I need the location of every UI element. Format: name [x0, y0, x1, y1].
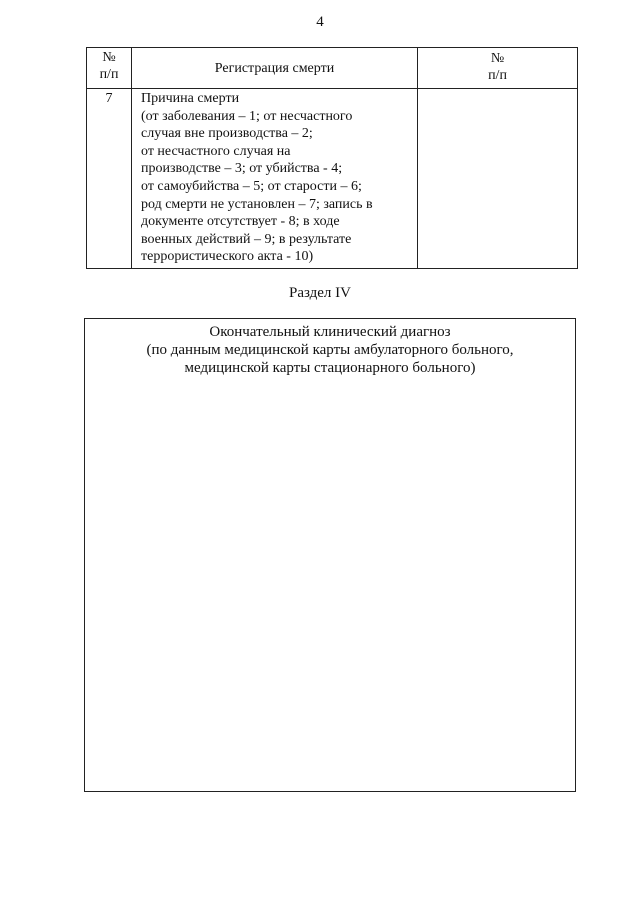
header-right-number-abbrev: п/п	[488, 68, 507, 83]
cause-of-death-line: военных действий – 9; в результате	[141, 231, 352, 247]
header-number-cell	[87, 48, 132, 89]
cause-of-death-line: случая вне производства – 2;	[141, 126, 313, 142]
cause-of-death-line: род смерти не установлен – 7; запись в	[141, 196, 373, 212]
diagnosis-subtitle-line: (по данным медицинской карты амбулаторного больного,	[146, 342, 514, 358]
header-number-symbol: №	[102, 50, 116, 65]
cause-of-death-line: Причина смерти	[141, 91, 240, 106]
cause-of-death-cell	[132, 89, 418, 269]
section-title: Раздел IV	[288, 285, 351, 301]
final-diagnosis-box[interactable]	[84, 318, 576, 792]
table-header-row	[87, 48, 578, 89]
cause-of-death-line: документе отсутствует - 8; в ходе	[141, 214, 340, 230]
header-title: Регистрация смерти	[214, 60, 335, 76]
page-number: 4	[316, 14, 324, 30]
diagnosis-title: Окончательный клинический диагноз	[209, 324, 451, 340]
cause-of-death-line: от несчастного случая на	[141, 143, 291, 159]
header-right-number-cell	[418, 48, 578, 89]
cause-of-death-code-cell[interactable]	[418, 89, 578, 269]
header-number-abbrev: п/п	[99, 67, 119, 82]
table-row	[87, 89, 578, 269]
row-number-cell: 7	[87, 89, 132, 269]
death-registration-table	[86, 47, 578, 269]
cause-of-death-line: от самоубийства – 5; от старости – 6;	[141, 178, 362, 194]
header-title-cell	[132, 48, 418, 89]
header-right-number-symbol: №	[490, 51, 505, 66]
cause-of-death-line: производстве – 3; от убийства - 4;	[141, 161, 343, 177]
cause-of-death-line: (от заболевания – 1; от несчастного	[141, 108, 353, 124]
diagnosis-subtitle-line: медицинской карты стационарного больного)	[184, 360, 476, 376]
cause-of-death-line: террористического акта - 10)	[141, 249, 314, 265]
